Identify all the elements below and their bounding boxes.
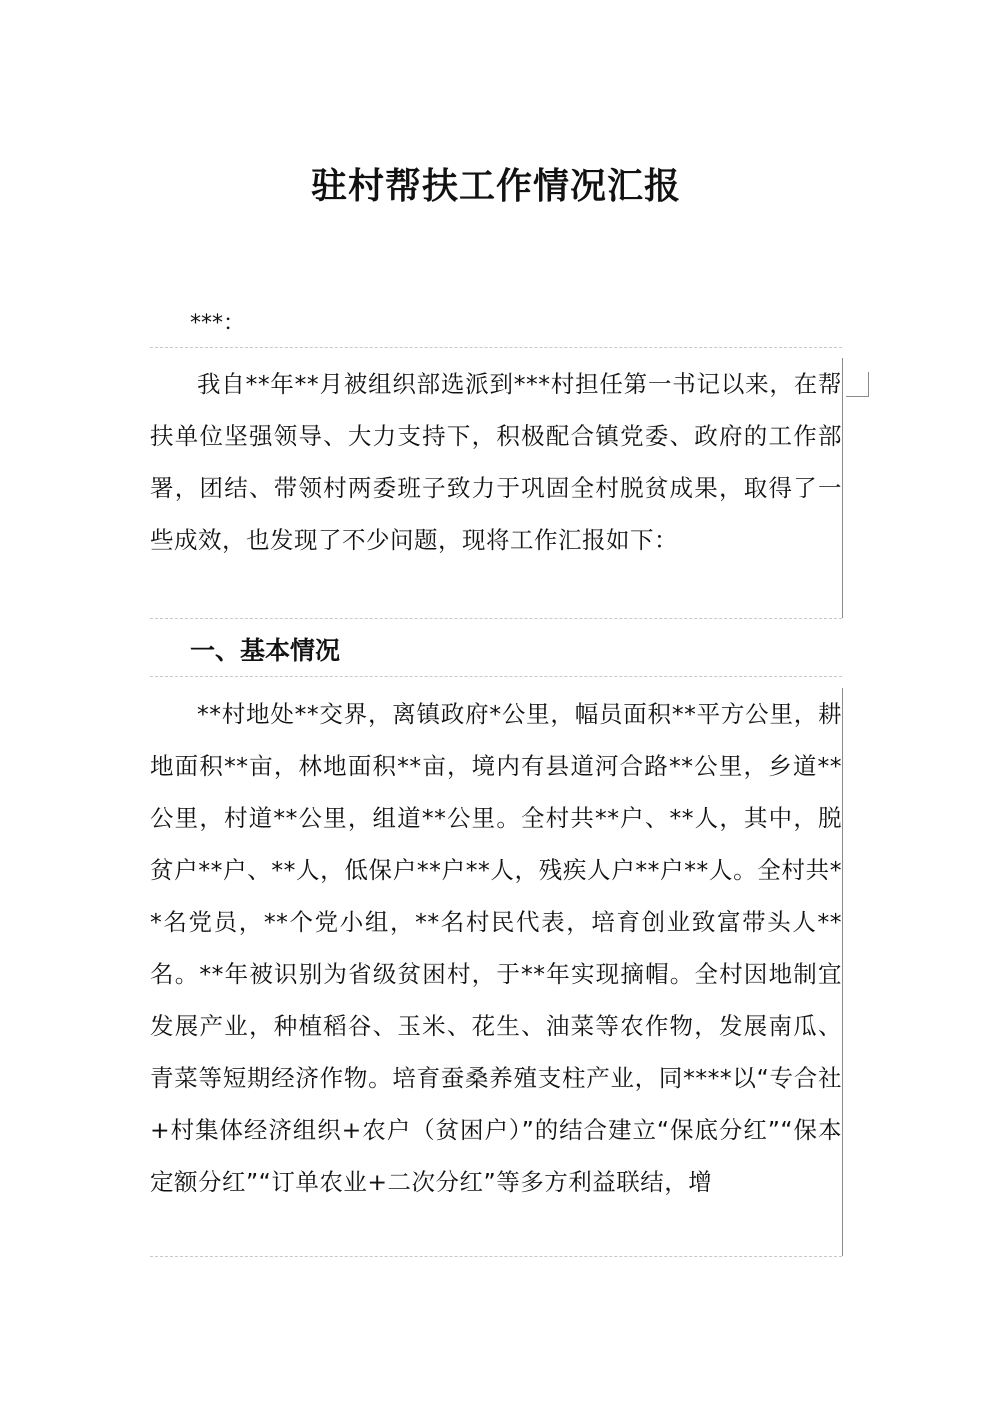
divider	[150, 1256, 842, 1257]
basic-info-paragraph: **村地处**交界，离镇政府*公里，幅员面积**平方公里，耕地面积**亩，林地面积**亩，境内有县道河合路**公里，乡道**公里，村道**公里，组道**公里。全村共**户、**人，其中，脱贫户**户、**人，低保户**户**人，残疾人户**户**人。全村共**名党员，**个党小组，**名村民代表，培育创业致富带头人**名。**年被识别为省级贫困村，于**年实现摘帽。全村因地制宜发展产业，种植稻谷、玉米、花生、油菜等农作物，发展南瓜、青菜等短期经济作物。培育蚕桑养殖支柱产业，同****以“专合社+村集体经济组织+农户（贫困户）”的结合建立“保底分红”“保本定额分红”“订单农业+二次分红”等多方利益联结，增	[150, 688, 843, 1256]
divider	[150, 347, 842, 348]
margin-mark	[846, 372, 869, 397]
divider	[150, 676, 842, 677]
document-title: 驻村帮扶工作情况汇报	[310, 165, 681, 207]
divider	[150, 618, 842, 619]
section-heading-basic-info: 一、基本情况	[190, 636, 341, 665]
salutation: ***：	[190, 311, 246, 336]
intro-paragraph: 我自**年**月被组织部选派到***村担任第一书记以来，在帮扶单位坚强领导、大力支持下，积极配合镇党委、政府的工作部署，团结、带领村两委班子致力于巩固全村脱贫成果，取得了一些成效，也发现了不少问题，现将工作汇报如下：	[150, 358, 843, 618]
